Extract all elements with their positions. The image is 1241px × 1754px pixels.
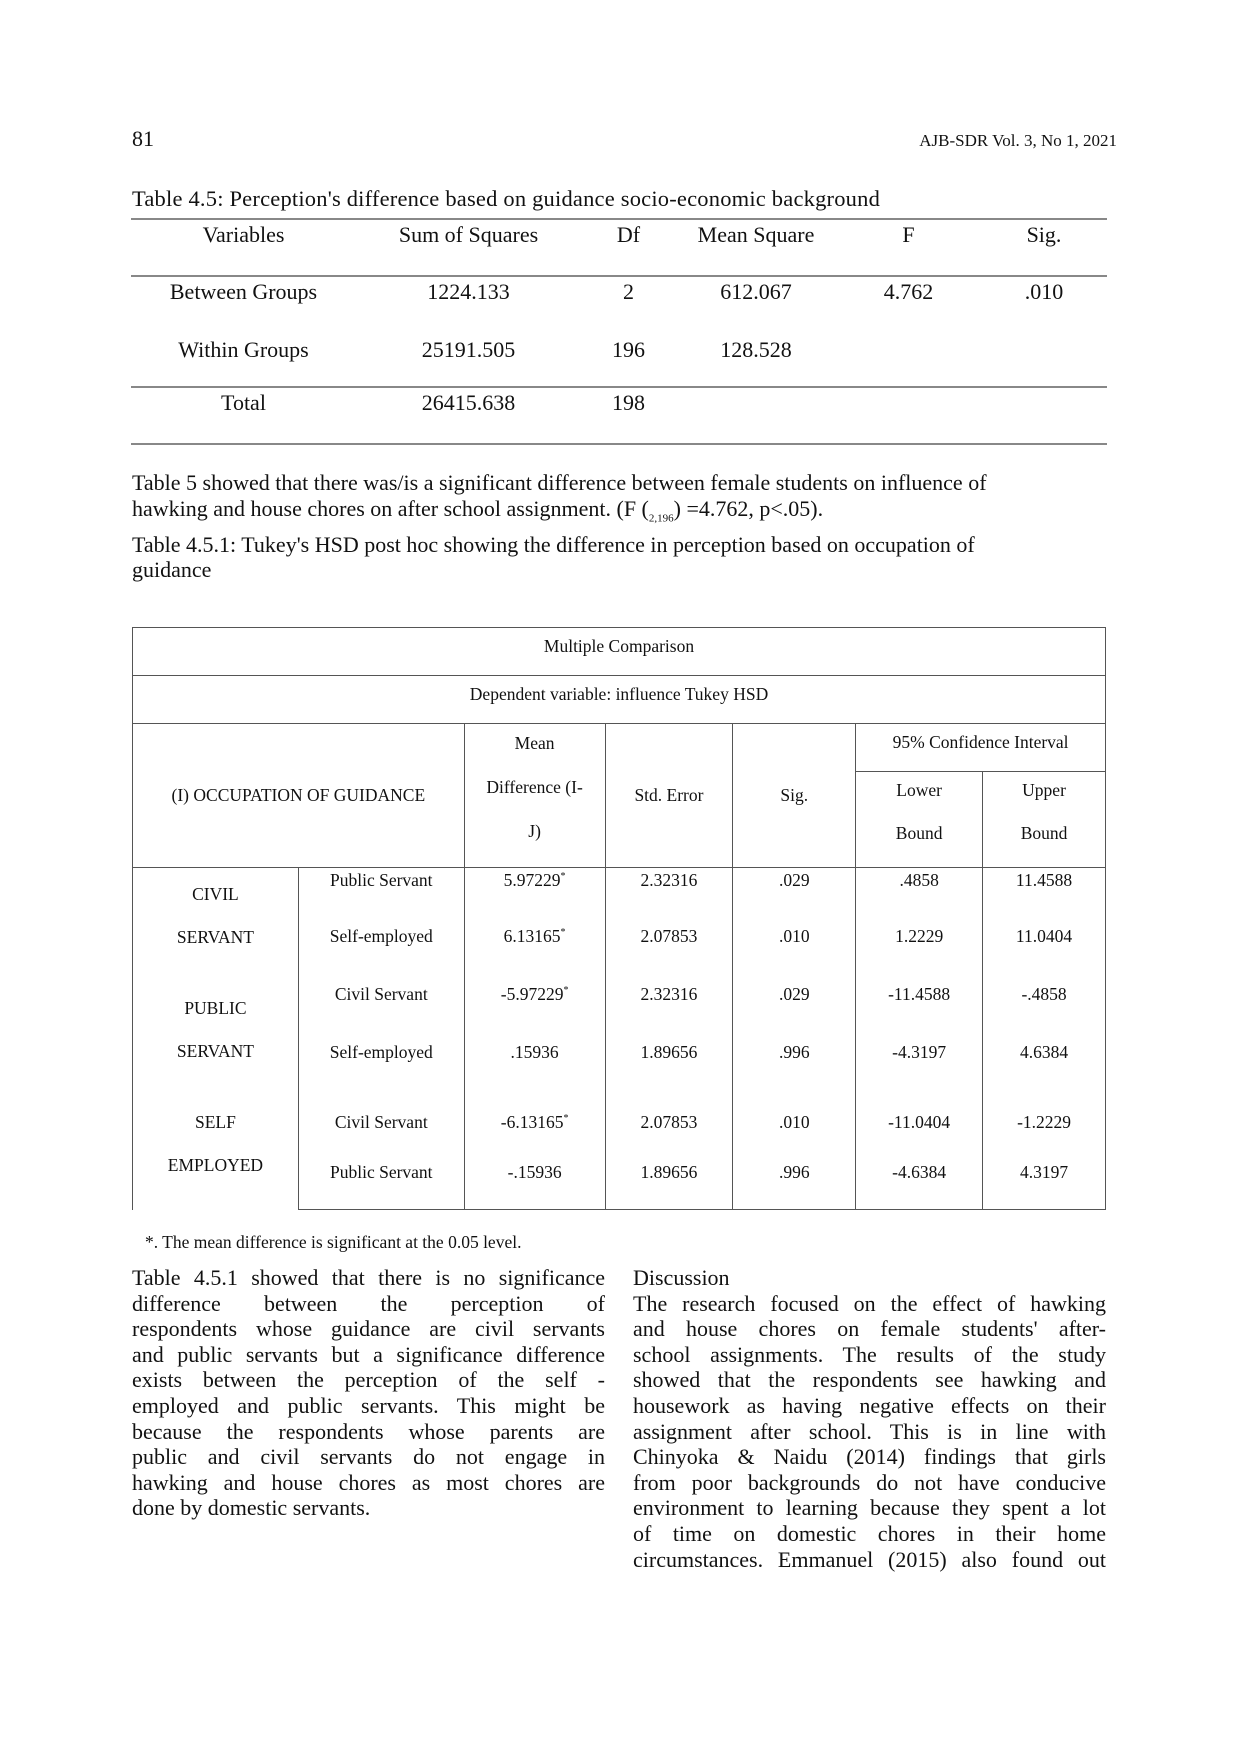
cell-upper: 4.6384 [983,1034,1106,1106]
cell-mean-diff [464,982,605,1034]
paragraph-line [132,496,1108,532]
col-variables: Variables [202,222,285,247]
group-label-self-employed [133,1106,299,1210]
cell-j: Self-employed [298,920,464,982]
text: .15936 [510,1041,559,1062]
cell-std-error: 2.07853 [605,1106,733,1158]
col-mean-difference [464,724,605,868]
cell-j: Public Servant [298,1158,464,1210]
cell-sig: .010 [733,1106,856,1158]
cell: 612.067 [720,279,792,304]
tukey-table [132,627,1106,1210]
cell-lower: -11.0404 [856,1106,983,1158]
text: -.15936 [507,1161,562,1182]
cell-lower: -11.4588 [856,982,983,1034]
cell: Total [221,390,266,415]
col-confidence-interval: 95% Confidence Interval [856,724,1106,772]
significance-star: * [560,871,566,883]
col-sig: Sig. [1026,222,1062,247]
cell: 128.528 [720,337,792,362]
left-column-paragraph [132,1265,605,1521]
cell-mean-diff [464,1106,605,1158]
cell: 196 [612,337,645,362]
text-line: showed that the respondents see hawking and [633,1367,1106,1393]
table-4-5-1-caption: Table 4.5.1: Tukey's HSD post hoc showing the difference in perception based on occupation of [132,531,975,557]
table-title: Multiple Comparison [133,628,1106,676]
cell-upper: 11.4588 [983,868,1106,920]
cell: Between Groups [169,279,318,304]
text: EMPLOYED [167,1154,264,1175]
cell-mean-diff [464,920,605,982]
table-row [131,335,1107,365]
cell-std-error: 2.32316 [605,982,733,1034]
cell-upper: 11.0404 [983,920,1106,982]
cell-j: Self-employed [298,1034,464,1106]
text-line: Table 4.5.1 showed that there is no significance [132,1265,605,1290]
col-f: F [902,222,915,247]
table-row [131,388,1107,418]
table-4-5-1-caption-cont: guidance [132,557,212,583]
table-row [133,868,1106,920]
cell-upper: -1.2229 [983,1106,1106,1158]
text-line: assignment after school. This is in line with [633,1418,1106,1444]
cell: 25191.505 [421,337,516,362]
cell [836,388,981,418]
text-line: respondents whose guidance are civil servants [132,1316,605,1342]
cell-mean-diff [464,868,605,920]
text-line: because the respondents whose parents are [132,1418,605,1444]
text-line: employed and public servants. This might be [132,1392,605,1418]
table-row [133,1106,1106,1158]
cell-lower: -4.6384 [856,1158,983,1210]
text: CIVIL [192,884,239,904]
text: SERVANT [176,1040,254,1061]
text: Difference (I- [486,777,583,797]
col-df: Df [616,222,641,247]
cell: .010 [1024,279,1064,304]
text-line: and public servants but a significance difference [132,1341,605,1367]
right-column-discussion [633,1265,1106,1572]
cell-upper: -.4858 [983,982,1106,1034]
significance-star: * [563,1112,569,1124]
col-sum-of-squares: Sum of Squares [398,222,539,247]
table-subtitle: Dependent variable: influence Tukey HSD [133,676,1106,724]
cell-upper: 4.3197 [983,1158,1106,1210]
cell-j: Civil Servant [298,1106,464,1158]
cell [981,335,1107,365]
col-upper-bound [983,772,1106,868]
paragraph-line: Table 5 showed that there was/is a significant difference between female students on influence of [132,470,987,495]
text-line: circumstances. Emmanuel (2015) also found out [633,1546,1106,1572]
cell: 198 [612,390,645,415]
text-line: school assignments. The results of the study [633,1341,1106,1367]
df-subscript: 2,196 [648,511,674,524]
significance-star: * [563,984,569,996]
cell-lower: -4.3197 [856,1034,983,1106]
cell-mean-diff [464,1158,605,1210]
text: Upper [1022,780,1066,800]
col-occupation: (I) OCCUPATION OF GUIDANCE [133,724,465,868]
text-line: of time on domestic chores in their home [633,1520,1106,1546]
text-line: difference between the perception of [132,1290,605,1316]
cell-lower: 1.2229 [856,920,983,982]
text: hawking and house chores on after school assignment. (F ( [132,495,649,521]
text-line: and house chores on female students' after- [633,1316,1106,1342]
cell-sig: .996 [733,1034,856,1106]
journal-header: AJB-SDR Vol. 3, No 1, 2021 [919,131,1117,150]
text-line: public and civil servants do not engage in [132,1444,605,1470]
text-line: environment to learning because they spent a lot [633,1495,1106,1521]
table-row [133,982,1106,1034]
text: ) =4.762, p<.05). [673,495,824,521]
cell-sig: .996 [733,1158,856,1210]
cell: 4.762 [883,279,934,304]
discussion-heading: Discussion [633,1265,730,1290]
page-number: 81 [132,126,154,151]
col-std-error: Std. Error [605,724,733,868]
col-mean-square: Mean Square [697,222,815,247]
cell-mean-diff [464,1034,605,1106]
cell-j: Public Servant [298,868,464,920]
text: J) [528,821,541,841]
cell-std-error: 1.89656 [605,1158,733,1210]
cell-sig: .029 [733,868,856,920]
text: -5.97229 [500,983,564,1004]
cell [836,335,981,365]
text-line: Chinyoka & Naidu (2014) findings that girls [633,1444,1106,1470]
anova-table [131,218,1107,445]
text: Lower [896,780,942,800]
group-label-public-servant [133,982,299,1106]
cell-j: Civil Servant [298,982,464,1034]
cell: 26415.638 [421,390,516,415]
cell-lower: .4858 [856,868,983,920]
text-line: The research focused on the effect of hawking [633,1290,1106,1316]
anova-header-row [131,220,1107,250]
text: PUBLIC [184,997,247,1018]
table-4-5-caption: Table 4.5: Perception's difference based on guidance socio-economic background [132,186,881,211]
anova-summary-paragraph [132,470,1108,583]
text: SERVANT [176,927,254,947]
cell-std-error: 1.89656 [605,1034,733,1106]
cell: Within Groups [178,337,309,362]
text-line: done by domestic servants. [132,1495,371,1521]
cell: 1224.133 [427,279,510,304]
table-row [131,277,1107,307]
col-lower-bound [856,772,983,868]
group-label-civil-servant [133,868,299,982]
cell-sig: .010 [733,920,856,982]
table-footnote: *. The mean difference is significant at the 0.05 level. [145,1232,522,1252]
text: SELF [195,1111,236,1132]
cell: 2 [623,279,634,304]
text: 6.13165 [503,925,561,946]
cell-std-error: 2.07853 [605,920,733,982]
text: 5.97229 [503,870,561,890]
significance-star: * [560,926,566,938]
cell-std-error: 2.32316 [605,868,733,920]
text-line: from poor backgrounds do not have conducive [633,1469,1106,1495]
cell [981,388,1107,418]
text: Mean [514,733,555,753]
cell [676,388,836,418]
text: Bound [1020,823,1068,843]
text-line: hawking and house chores as most chores are [132,1469,605,1495]
text: -6.13165 [500,1111,564,1132]
col-sig: Sig. [733,724,856,868]
cell-sig: .029 [733,982,856,1034]
text-line: housework as having negative effects on their [633,1392,1106,1418]
text: Bound [895,823,943,843]
text-line: exists between the perception of the self - [132,1367,605,1393]
